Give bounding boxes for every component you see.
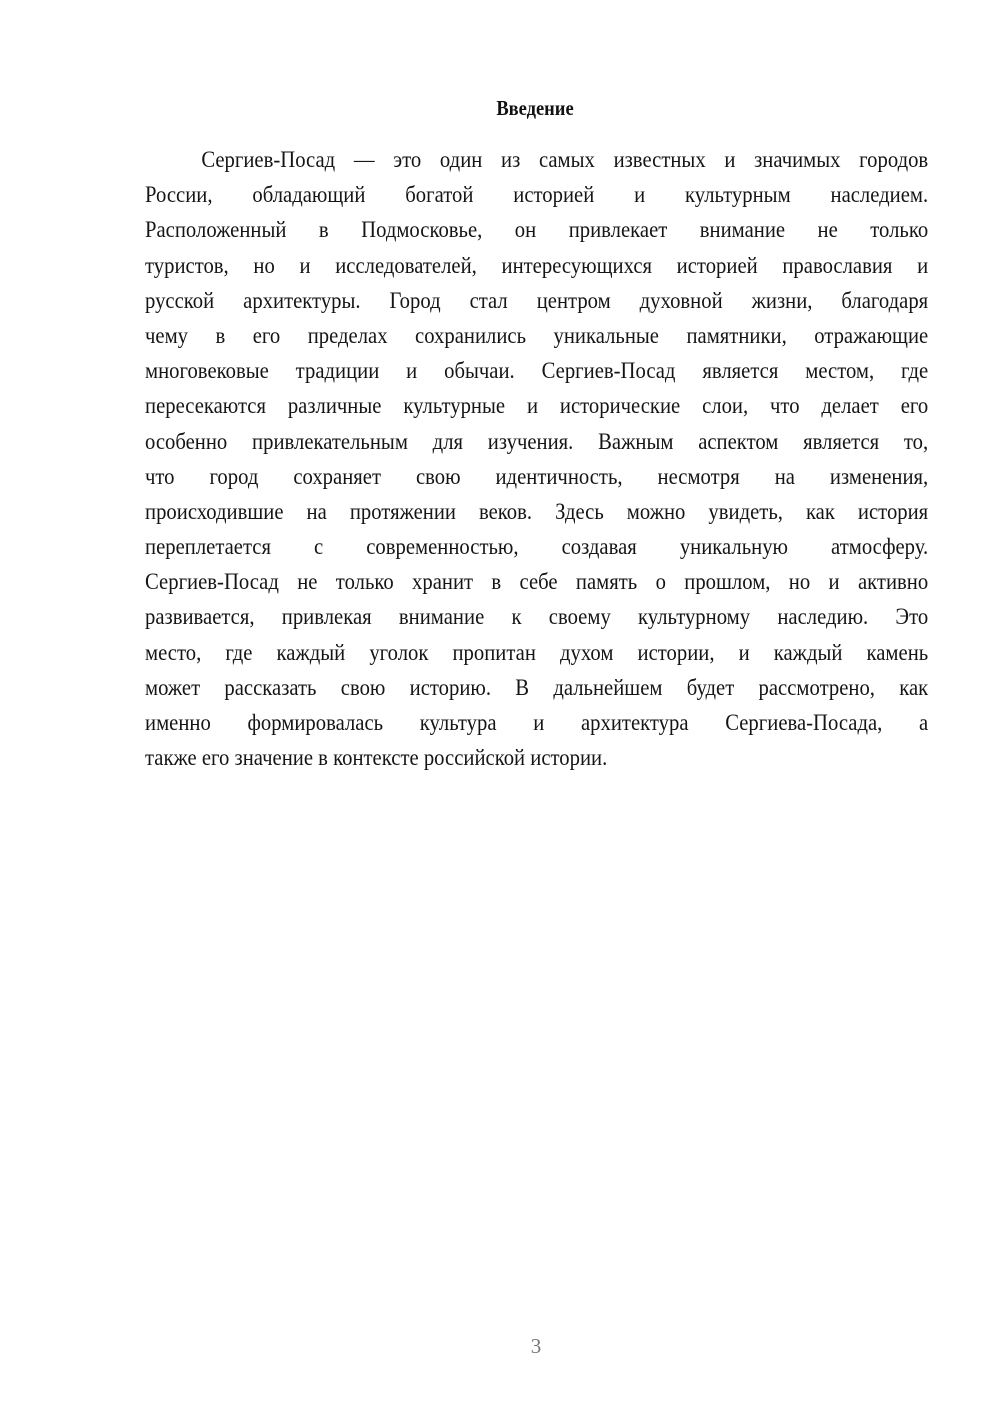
paragraph-line: Сергиев-Посад не только хранит в себе память о прошлом, но и активно <box>145 569 929 596</box>
paragraph-line: переплетается с современностью, создавая уникальную атмосферу. <box>145 534 929 561</box>
paragraph-line: именно формировалась культура и архитектура Сергиева-Посада, а <box>145 710 929 736</box>
section-heading <box>64 96 944 121</box>
body-paragraph <box>145 143 928 776</box>
paragraph-line: развивается, привлекая внимание к своему культурному наследию. Это <box>145 604 929 631</box>
paragraph-line: место, где каждый уголок пропитан духом истории, и каждый камень <box>145 639 929 666</box>
page-number-text: 3 <box>530 1334 542 1358</box>
paragraph-line: может рассказать свою историю. В дальнейшем будет рассмотрено, как <box>145 674 929 701</box>
paragraph-line: также его значение в контексте российской истории. <box>145 745 608 772</box>
paragraph-line: чему в его пределах сохранились уникальные памятники, отражающие <box>145 322 929 349</box>
heading-text: Введение <box>496 96 574 120</box>
paragraph-line: особенно привлекательным для изучения. Важным аспектом является то, <box>145 428 929 455</box>
paragraph-line: пересекаются различные культурные и исторические слои, что делает его <box>145 393 929 420</box>
paragraph-line: русской архитектуры. Город стал центром духовной жизни, благодаря <box>145 287 929 314</box>
paragraph-line: Сергиев-Посад — это один из самых известных и значимых городов <box>201 147 929 173</box>
paragraph-line: что город сохраняет свою идентичность, несмотря на изменения, <box>145 463 929 490</box>
paragraph-line: России, обладающий богатой историей и культурным наследием. <box>145 182 929 209</box>
paragraph-line: туристов, но и исследователей, интересующихся историей православия и <box>145 252 929 279</box>
paragraph-line: Расположенный в Подмосковье, он привлекает внимание не только <box>145 217 929 244</box>
paragraph-line: многовековые традиции и обычаи. Сергиев-Посад является местом, где <box>145 358 929 385</box>
paragraph-line: происходившие на протяжении веков. Здесь можно увидеть, как история <box>145 498 929 525</box>
page-number <box>0 1334 1000 1359</box>
